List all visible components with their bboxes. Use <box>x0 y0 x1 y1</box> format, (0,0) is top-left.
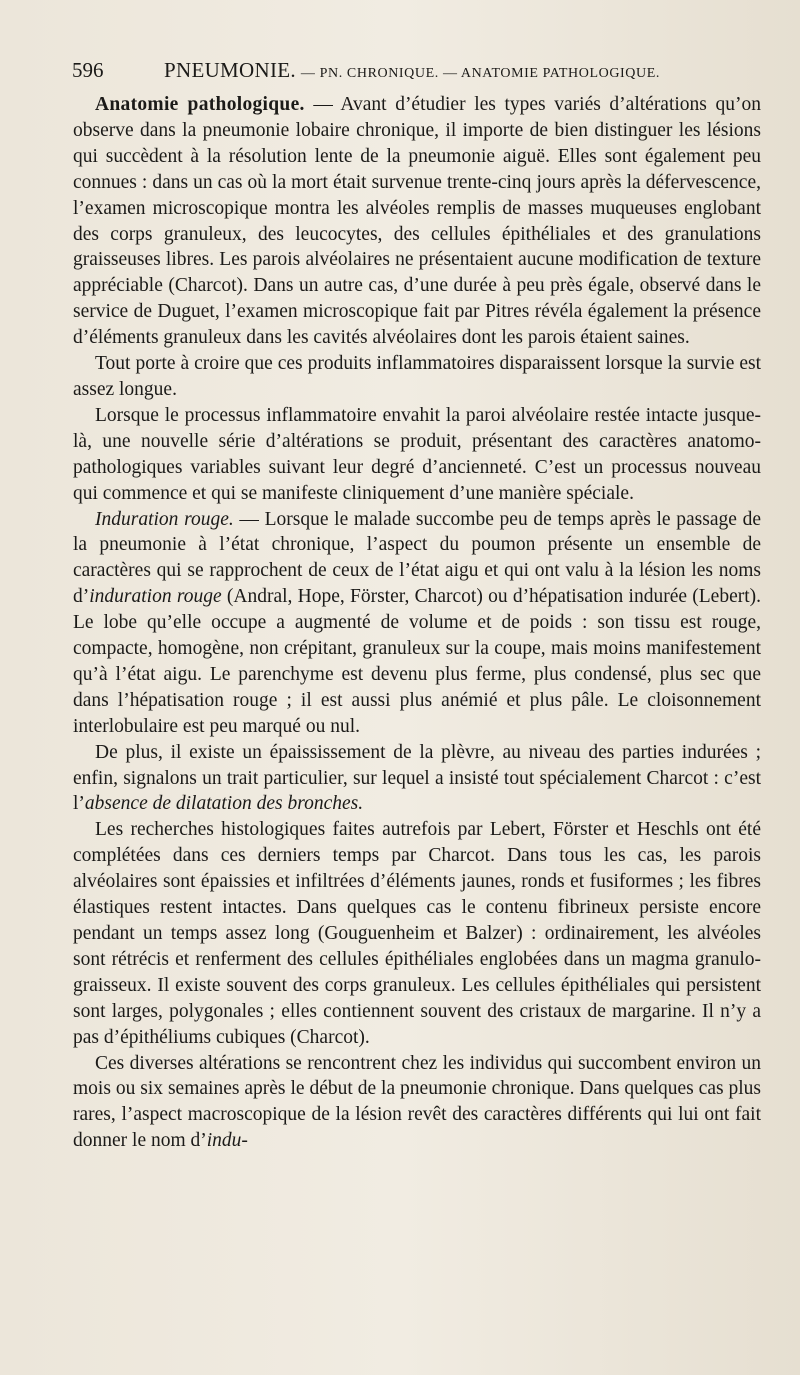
emphasis-term: induration rouge <box>89 586 222 608</box>
page-number: 596 <box>72 58 104 82</box>
running-subtitle: — PN. CHRONIQUE. — ANATOMIE PATHOLOGIQUE. <box>300 66 660 81</box>
paragraph-survie <box>73 351 761 403</box>
running-header <box>72 58 772 83</box>
paragraph-processus <box>73 403 761 507</box>
subsection-heading: Induration rouge. <box>95 508 234 530</box>
paragraph-induration <box>73 507 761 740</box>
paragraph-text: Les recherches histologiques faites autrefois par Lebert, Förster et Heschls ont été complétées dans ces derniers temps par Charcot. Dans tous les cas, les parois alvéolaires sont épaissies et infiltrées d’éléments jaunes, ronds et fusiformes ; les fibres élastiques restent intactes. Dans quelques cas le contenu fibrineux persiste encore pendant un temps assez long (Gouguenheim et Balzer) : ordinairement, les alvéoles sont rétrécis et renferment des cellules épithéliales englobées dans un magma granulo-graisseux. Il existe souvent des corps granuleux. Les cellules épithéliales qui persistent sont larges, polygonales ; elles contiennent souvent des cristaux de margarine. Il n’y a pas d’épithéliums cubiques (Charcot). <box>73 819 761 1048</box>
body-text <box>73 92 761 1154</box>
emphasis-term: absence de dilatation des bronches. <box>84 793 364 815</box>
section-heading: Anatomie pathologique. <box>95 94 305 115</box>
paragraph-histologie <box>73 817 761 1050</box>
paragraph-text: Lorsque le processus inflammatoire envahit la paroi alvéolaire restée intacte jusque-là, une nouvelle série d’altérations se produit, présentant des caractères anatomo-pathologiques variables suivant leur degré d’ancienneté. C’est un processus nouveau qui commence et qui se manifeste cliniquement d’une manière spéciale. <box>73 404 761 504</box>
paragraph-plevre <box>73 740 761 818</box>
running-title: PNEUMONIE. <box>164 58 296 82</box>
paragraph-text: Ces diverses altérations se rencontrent chez les individus qui succombent environ un mois ou six semaines après le début de la pneumonie chronique. Dans quelques cas plus rares, l’aspect macroscopique de la lésion revêt des caractères différents qui lui ont fait donner le nom d’ <box>73 1052 761 1152</box>
paragraph-text: Tout porte à croire que ces produits inflammatoires disparaissent lorsque la survie est assez longue. <box>73 353 761 400</box>
paragraph-text: — Avant d’étudier les types variés d’altérations qu’on observe dans la pneumonie lobaire chronique, il importe de bien distinguer les lésions qui succèdent à la résolution lente de la pneumonie aiguë. Elles sont également peu connues : dans un cas où la mort était survenue trente-cinq jours après la défervescence, l’examen microscopique montra les alvéoles remplis de masses muqueuses englobant des corps granuleux, des leucocytes, des cellules épithéliales et des granulations graisseuses libres. Les parois alvéolaires ne présentaient aucune modification de texture appréciable (Charcot). Dans un autre cas, d’une durée à peu près égale, observé dans le service de Duguet, l’examen microscopique fait par Pitres révéla également la présence d’éléments granuleux dans les cavités alvéolaires dont les parois étaient saines. <box>73 94 762 349</box>
paragraph-text: De plus, il existe un épaississement de la plèvre, au niveau des parties indurées ; enfin, signalons un trait particulier, sur lequel a insisté tout spécialement Charcot : c’est l’ <box>73 741 761 815</box>
emphasis-term: indu- <box>206 1130 248 1152</box>
paragraph-text: (Andral, Hope, Förster, Charcot) ou d’hépatisation indurée (Lebert). Le lobe qu’elle occupe a augmenté de volume et de poids : son tissu est rouge, compacte, homogène, non crépitant, granuleux sur la coupe, mais moins manifestement qu’à l’état aigu. Le parenchyme est devenu plus ferme, plus condensé, plus sec que dans l’hépatisation rouge ; il est aussi plus anémié et plus pâle. Le cloisonnement interlobulaire est peu marqué ou nul. <box>73 586 761 737</box>
paragraph-text: — Lorsque le malade succombe peu de temps après le passage de la pneumonie à l’état chronique, l’aspect du poumon présente un ensemble de caractères qui se rapprochent de ceux de l’état aigu et qui ont valu à la lésion les noms d’ <box>73 508 761 608</box>
paragraph-alterations <box>73 1051 761 1155</box>
paragraph-anatomie <box>73 92 761 351</box>
